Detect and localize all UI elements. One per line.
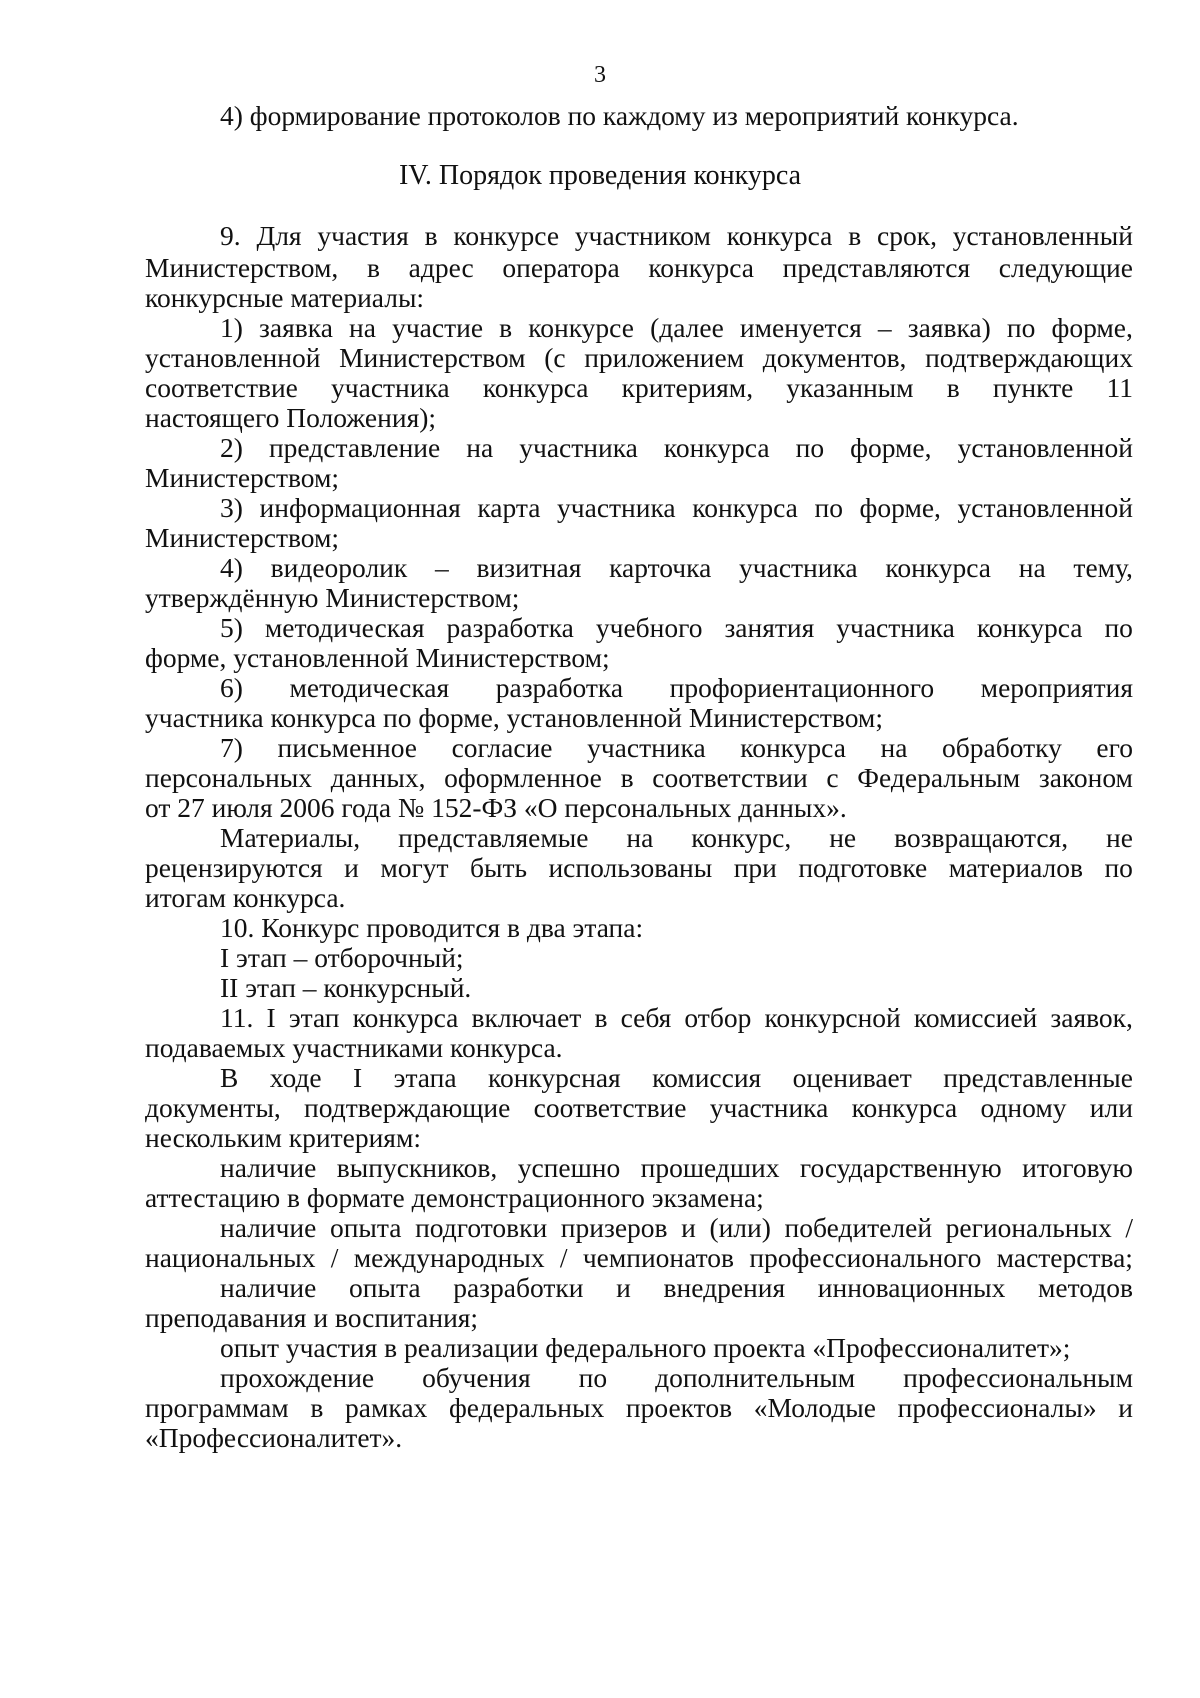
text-line [145, 252, 1133, 284]
word: международных [353, 1242, 545, 1273]
word: опыта [329, 1212, 402, 1243]
word: в [310, 1392, 324, 1423]
word: и [344, 852, 359, 883]
word: профессионального [749, 1242, 982, 1273]
word: «Молодые [753, 1392, 876, 1423]
word: участника [709, 1092, 829, 1123]
word: карточка [609, 552, 712, 583]
word: его [1096, 732, 1133, 763]
word: конкурса [726, 220, 833, 251]
text-line: от 27 июля 2006 года № 152-ФЗ «О персональных данных». [145, 792, 847, 823]
text-line [220, 672, 1133, 704]
word: разработки [453, 1272, 584, 1303]
word: видеоролик [270, 552, 408, 583]
word: участника [331, 372, 450, 403]
word: конкурса [976, 612, 1083, 643]
word: конкурсная [488, 1062, 621, 1093]
word: представленные [943, 1062, 1133, 1093]
word: законом [1038, 762, 1133, 793]
word: в [366, 252, 380, 283]
word: ходе [269, 1062, 322, 1093]
word: – [434, 552, 449, 583]
word: возвращаются, [894, 822, 1069, 853]
word: установленной [957, 432, 1133, 463]
text-line: Министерством; [145, 462, 340, 493]
word: 11 [1106, 372, 1133, 403]
word: на [880, 732, 908, 763]
word: разработка [495, 672, 624, 703]
word: конкурса [885, 552, 992, 583]
text-line: аттестацию в формате демонстрационного экзамена; [145, 1182, 764, 1213]
word: на [626, 822, 654, 853]
text-line [145, 1242, 1133, 1274]
word: 3) [220, 492, 243, 523]
word: и [681, 1212, 696, 1243]
word: приложением [584, 342, 745, 373]
word: конкурсной [764, 1002, 901, 1033]
text-line [145, 342, 1133, 374]
word: обработку [942, 732, 1062, 763]
text-line [220, 1062, 1133, 1094]
text-line [220, 552, 1133, 584]
text-line: нескольким критериям: [145, 1122, 421, 1153]
word: визитная [476, 552, 582, 583]
word: могут [380, 852, 449, 883]
word: использованы [548, 852, 713, 883]
word: победителей [784, 1212, 933, 1243]
text-line: настоящего Положения); [145, 402, 437, 433]
word: 5) [220, 612, 243, 643]
word: Материалы, [220, 822, 361, 853]
word: установленной [957, 492, 1133, 523]
word: на [466, 432, 494, 463]
word: участником [574, 220, 711, 251]
text-line [220, 1212, 1133, 1244]
word: этапа [393, 1062, 457, 1093]
word: в [848, 220, 862, 251]
word: конкурса [482, 372, 589, 403]
word: соответствии [652, 762, 808, 793]
word: (далее [650, 312, 724, 343]
text-line [145, 1092, 1133, 1124]
word: включает [471, 1002, 582, 1033]
text-line: IV. Порядок проведения конкурса [398, 160, 802, 191]
word: на [349, 312, 376, 343]
word: 11. [220, 1002, 254, 1033]
word: отбор [684, 1002, 752, 1033]
word: конкурсе [453, 220, 560, 251]
word: оператора [502, 252, 620, 283]
word: документы, [145, 1092, 281, 1123]
word: профессионалы» [897, 1392, 1097, 1423]
word: I [266, 1002, 276, 1033]
word: 2) [220, 432, 243, 463]
word: итоговую [1022, 1152, 1133, 1183]
word: с [826, 762, 839, 793]
text-line: II этап – конкурсный. [220, 972, 472, 1003]
word: заявка) [907, 312, 991, 343]
word: выпускников, [336, 1152, 498, 1183]
word: 9. [220, 220, 241, 251]
word: документов, [762, 342, 907, 373]
word: комиссией [913, 1002, 1038, 1033]
word: 6) [220, 672, 243, 703]
text-line: участника конкурса по форме, установленной Министерством; [145, 702, 883, 733]
word: по [814, 492, 843, 523]
word: подтверждающих [925, 342, 1133, 373]
word: по [1006, 312, 1036, 343]
word: участие [392, 312, 484, 343]
word: проектов [625, 1392, 733, 1423]
word: В [220, 1062, 239, 1093]
word: / [1125, 1212, 1133, 1243]
word: и [616, 1272, 631, 1303]
word: наличие [220, 1152, 317, 1183]
word: в [499, 312, 513, 343]
word: мероприятия [980, 672, 1133, 703]
word: информационная [259, 492, 461, 523]
word: мастерства; [996, 1242, 1133, 1273]
word: внедрения [663, 1272, 786, 1303]
word: установленный [952, 220, 1133, 251]
text-line [220, 1002, 1133, 1034]
text-line: утверждённую Министерством; [145, 582, 520, 613]
word: установленной [145, 342, 321, 373]
word: заявка [259, 312, 333, 343]
word: региональных [945, 1212, 1112, 1243]
word: по [1104, 852, 1133, 883]
word: конкурс, [691, 822, 792, 853]
word: пункте [992, 372, 1074, 403]
word: критериям, [621, 372, 754, 403]
text-line: 4) формирование протоколов по каждому из мероприятий конкурса. [220, 100, 1019, 131]
word: участника [739, 552, 858, 583]
word: наличие [220, 1272, 317, 1303]
word: конкурса [352, 1002, 459, 1033]
word: при [733, 852, 777, 883]
word: участия [317, 220, 409, 251]
word: методическая [289, 672, 450, 703]
word: наличие [220, 1212, 317, 1243]
word: указанным [786, 372, 914, 403]
word: одному [980, 1092, 1067, 1123]
text-line: конкурсные материалы: [145, 282, 425, 313]
word: методическая [264, 612, 425, 643]
word: опыта [349, 1272, 421, 1303]
word: учебного [595, 612, 703, 643]
word: инновационных [817, 1272, 1006, 1303]
text-line: Министерством; [145, 522, 340, 553]
word: материалов [948, 852, 1084, 883]
word: тему, [1073, 552, 1133, 583]
word: оформленное [444, 762, 602, 793]
word: данных, [330, 762, 426, 793]
text-line [220, 822, 1133, 854]
word: форме, [850, 432, 932, 463]
word: форме, [1051, 312, 1133, 343]
word: профессиональным [903, 1362, 1133, 1393]
word: быть [469, 852, 528, 883]
word: национальных [145, 1242, 316, 1273]
text-line [145, 852, 1133, 884]
word: государственную [799, 1152, 1002, 1183]
text-line: подаваемых участниками конкурса. [145, 1032, 563, 1063]
word: в [946, 372, 960, 403]
word: конкурса [692, 492, 798, 523]
word: Министерством [339, 342, 526, 373]
text-line [145, 762, 1133, 794]
word: методов [1038, 1272, 1133, 1303]
word: конкурса [663, 432, 770, 463]
word: соответствие [533, 1092, 687, 1123]
word: чемпионатов [582, 1242, 735, 1273]
word: 4) [220, 552, 243, 583]
text-line [220, 220, 1133, 252]
word: 1) [220, 312, 243, 343]
word: разработка [446, 612, 574, 643]
word: Министерством, [145, 252, 339, 283]
text-line [220, 1272, 1133, 1304]
word: участника [587, 732, 706, 763]
word: согласие [451, 732, 553, 763]
word: не [829, 822, 857, 853]
text-line: 10. Конкурс проводится в два этапа: [220, 912, 644, 943]
word: рецензируются [145, 852, 323, 883]
word: соответствие [145, 372, 298, 403]
word: представляемые [398, 822, 589, 853]
word: призеров [560, 1212, 668, 1243]
word: заявок, [1050, 1002, 1133, 1033]
word: на [1018, 552, 1046, 583]
text-line [220, 1362, 1133, 1394]
text-line: преподавания и воспитания; [145, 1302, 479, 1333]
word: профориентационного [669, 672, 935, 703]
word: или [1089, 1092, 1133, 1123]
word: в [424, 220, 438, 251]
word: именуется [739, 312, 862, 343]
text-line [220, 312, 1133, 344]
word: следующие [998, 252, 1133, 283]
word: / [330, 1242, 339, 1273]
text-line: форме, установленной Министерством; [145, 642, 610, 673]
word: конкурсе [528, 312, 634, 343]
text-line [220, 732, 1133, 764]
word: в [594, 1002, 608, 1033]
word: прошедших [640, 1152, 780, 1183]
text-line [220, 612, 1133, 644]
text-line [145, 372, 1133, 404]
word: по [578, 1362, 608, 1393]
word: по [1104, 612, 1133, 643]
word: участника [519, 432, 638, 463]
word: себя [620, 1002, 672, 1033]
word: 7) [220, 732, 243, 763]
word: Для [256, 220, 302, 251]
word: занятия [724, 612, 815, 643]
page-number: 3 [594, 62, 606, 88]
word: обучения [422, 1362, 531, 1393]
word: участника [836, 612, 955, 643]
word: (или) [709, 1212, 771, 1243]
word: комиссия [652, 1062, 762, 1093]
word: I [353, 1062, 363, 1093]
word: программам [145, 1392, 289, 1423]
word: представляются [782, 252, 971, 283]
word: форме, [859, 492, 941, 523]
word: не [1106, 822, 1133, 853]
text-line: I этап – отборочный; [220, 942, 464, 973]
text-line [220, 1152, 1133, 1184]
text-line [220, 492, 1133, 524]
word: – [877, 312, 892, 343]
word: / [559, 1242, 568, 1273]
word: оценивает [792, 1062, 912, 1093]
word: в [620, 762, 634, 793]
word: участника [557, 492, 676, 523]
word: конкурса [648, 252, 754, 283]
word: письменное [277, 732, 418, 763]
word: конкурса [740, 732, 846, 763]
word: конкурса [851, 1092, 958, 1123]
word: Федеральным [857, 762, 1021, 793]
word: карта [477, 492, 541, 523]
word: адрес [408, 252, 474, 283]
word: по [795, 432, 825, 463]
text-line: «Профессионалитет». [145, 1422, 403, 1453]
text-line [145, 1392, 1133, 1424]
word: представление [268, 432, 441, 463]
word: федеральных [448, 1392, 605, 1423]
word: прохождение [220, 1362, 375, 1393]
word: дополнительным [655, 1362, 856, 1393]
word: этап [288, 1002, 340, 1033]
text-line: итогам конкурса. [145, 882, 346, 913]
word: подтверждающие [304, 1092, 511, 1123]
word: персональных [145, 762, 313, 793]
word: рамках [345, 1392, 428, 1423]
word: подготовке [798, 852, 928, 883]
word: и [1118, 1392, 1133, 1423]
text-line: опыт участия в реализации федерального проекта «Профессионалитет»; [220, 1332, 1071, 1363]
word: успешно [517, 1152, 621, 1183]
word: подготовки [415, 1212, 548, 1243]
word: (с [544, 342, 566, 373]
word: срок, [877, 220, 937, 251]
text-line [220, 432, 1133, 464]
